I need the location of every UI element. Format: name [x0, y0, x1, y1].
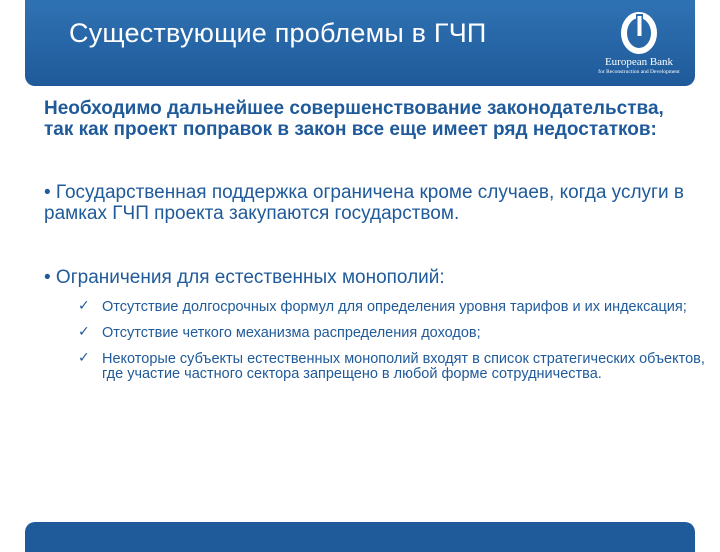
title-banner	[25, 0, 695, 86]
bullet-natural-monopolies: • Ограничения для естественных монополий:	[44, 267, 445, 288]
logo-subtitle: for Reconstruction and Development	[598, 69, 680, 75]
monopoly-restrictions-list	[78, 300, 708, 393]
checkmark-icon: ✓	[78, 350, 90, 366]
list-item-text: Некоторые субъекты естественных монополий входят в список стратегических объектов, где участие частного сектора запрещено в любой форме сотрудничества.	[102, 351, 705, 382]
bullet-state-support: • Государственная поддержка ограничена кроме случаев, когда услуги в рамках ГЧП проекта закупаются государством.	[44, 182, 684, 224]
footer-bar	[25, 522, 695, 552]
checkmark-icon: ✓	[78, 324, 90, 340]
slide-title: Существующие проблемы в ГЧП	[69, 18, 487, 48]
list-item-text: Отсутствие четкого механизма распределения доходов;	[102, 325, 481, 341]
list-item	[78, 352, 708, 382]
ebrd-logo	[575, 12, 703, 80]
list-item-text: Отсутствие долгосрочных формул для определения уровня тарифов и их индексация;	[102, 299, 687, 315]
list-item	[78, 300, 708, 315]
lead-paragraph: Необходимо дальнейшее совершенствование законодательства, так как проект поправок в закон все еще имеет ряд недостатков:	[44, 98, 664, 140]
checkmark-icon: ✓	[78, 298, 90, 314]
ebrd-emblem-icon	[617, 12, 661, 54]
list-item	[78, 326, 708, 341]
logo-name: European Bank	[604, 56, 674, 68]
